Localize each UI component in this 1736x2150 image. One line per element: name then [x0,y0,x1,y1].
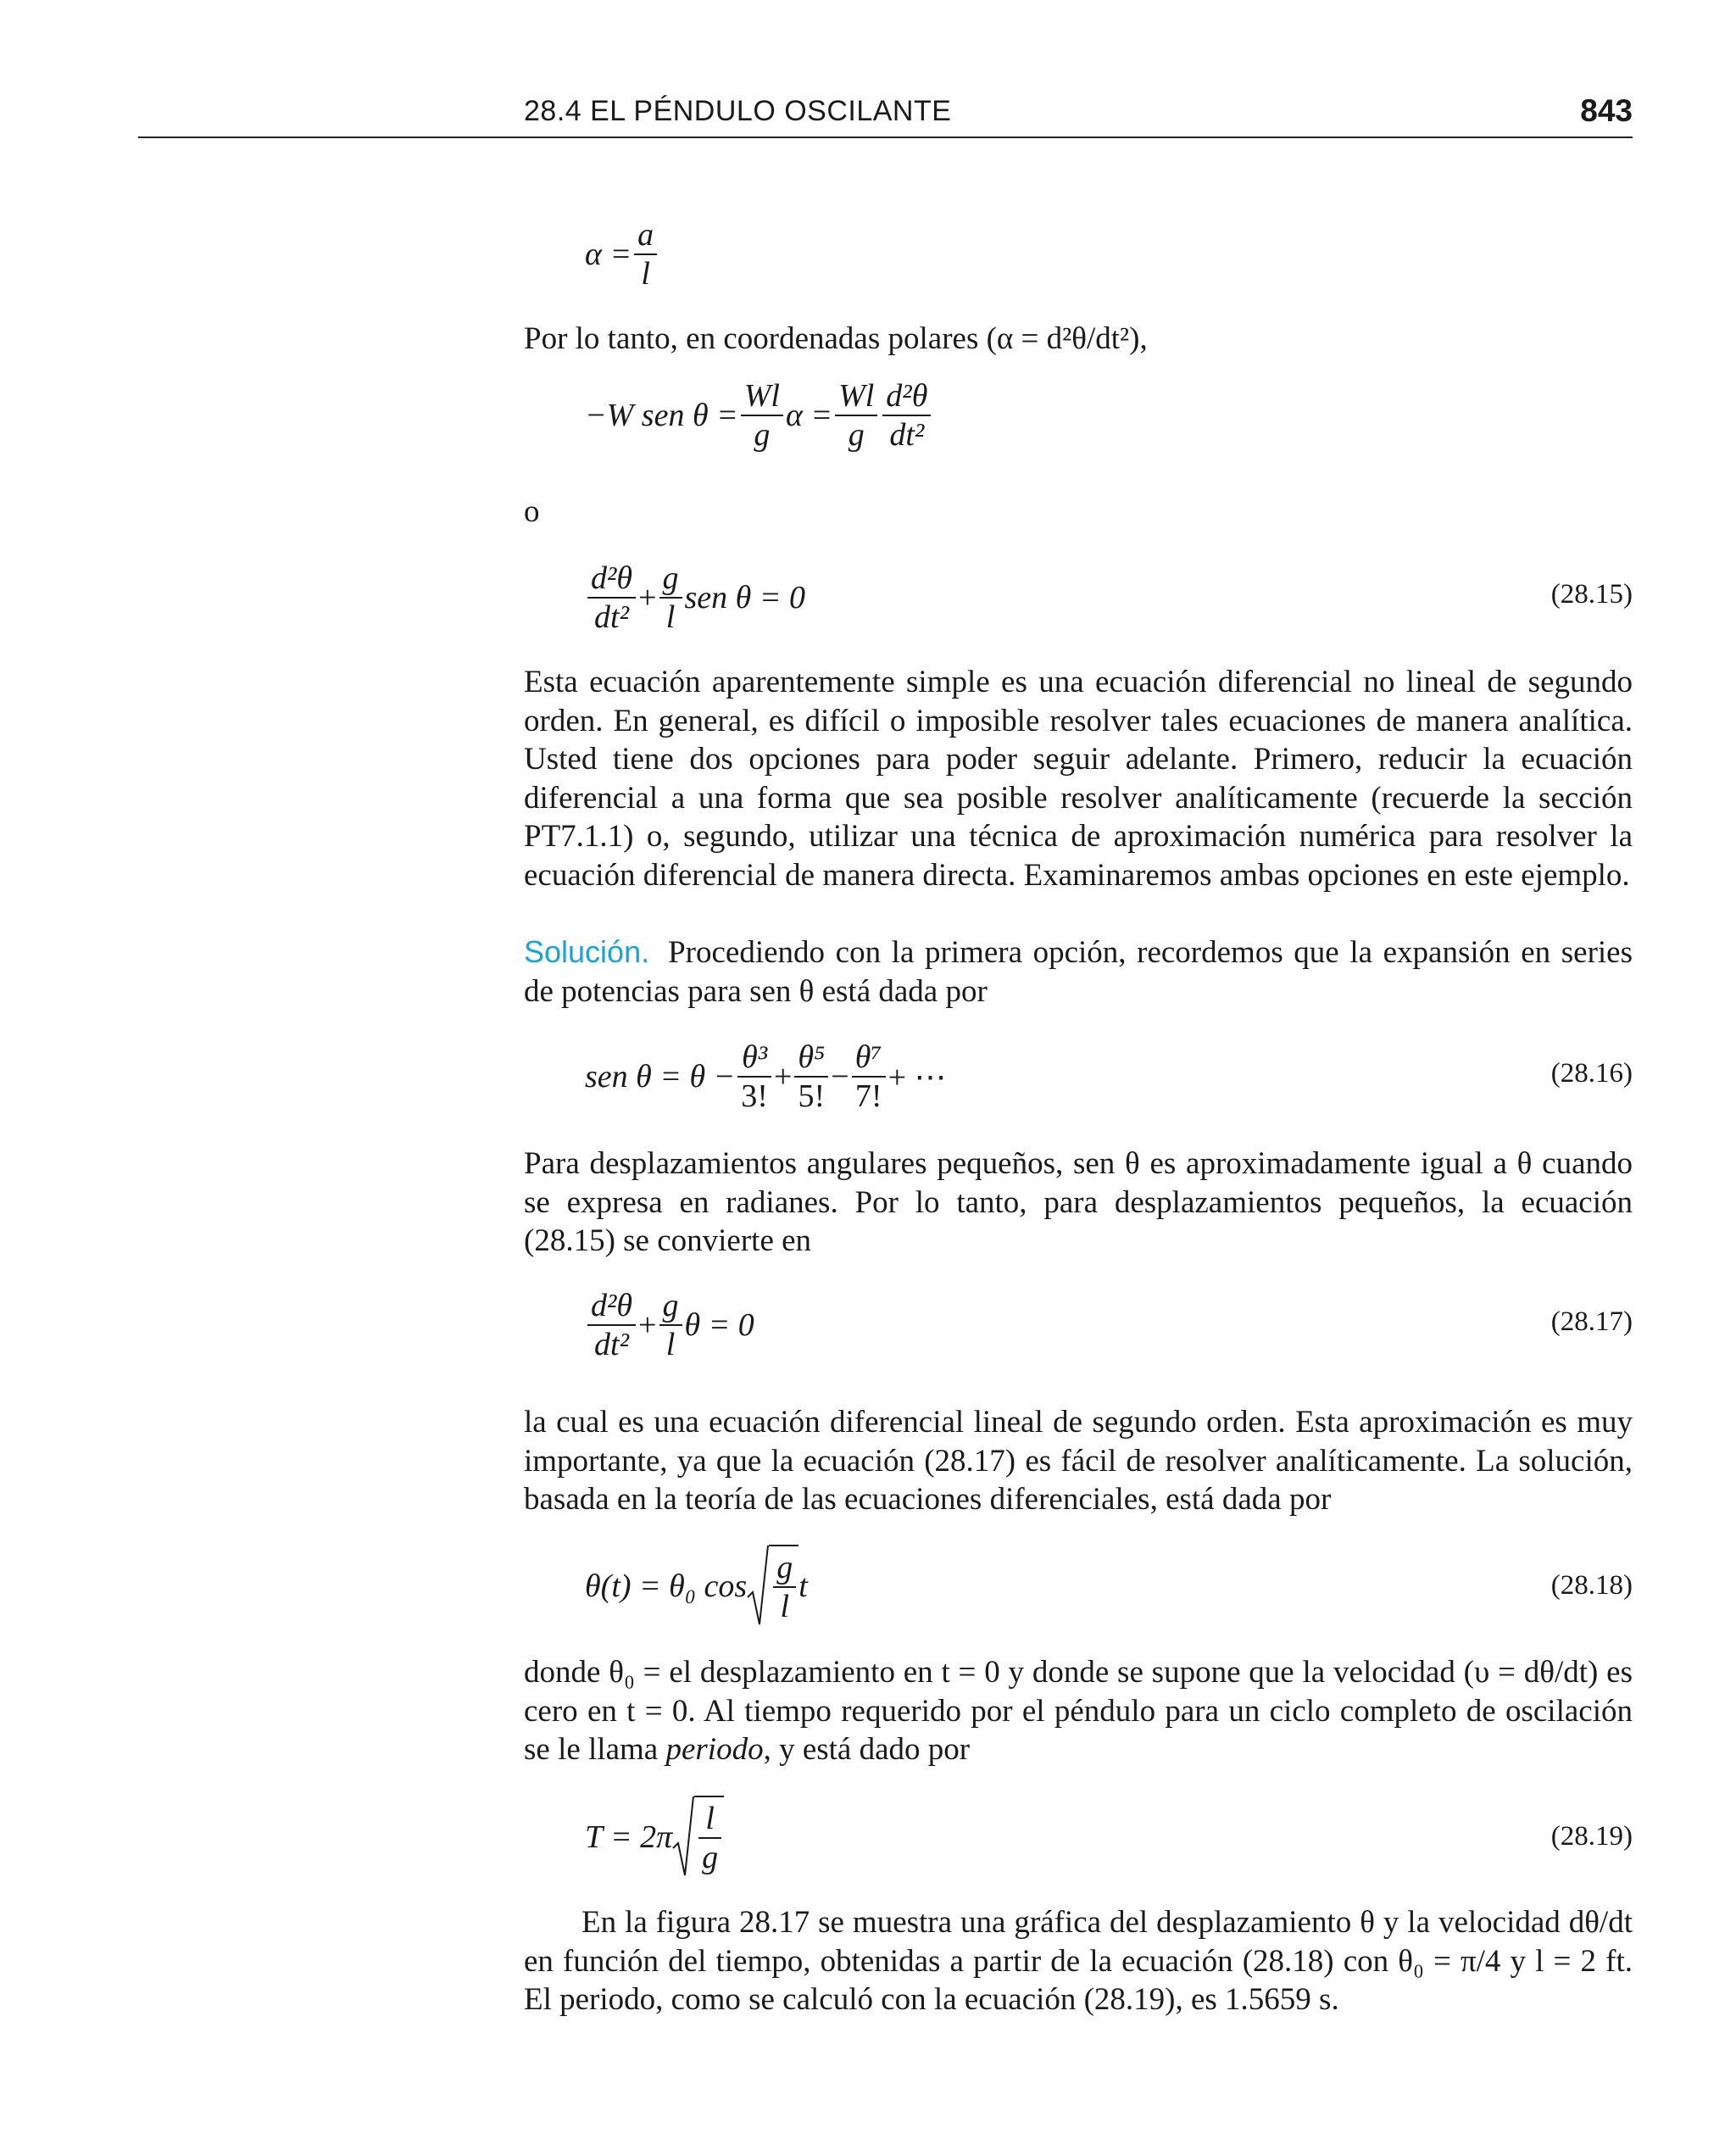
running-header [524,95,1633,139]
numerator: l [698,1800,721,1839]
equation-28-19 [585,1796,724,1879]
numerator: d²θ [587,1287,636,1326]
denominator: 5! [798,1078,826,1114]
paragraph-solution [524,933,1633,1011]
denominator: g [754,417,771,453]
denominator: g [702,1840,719,1875]
square-root [747,1545,798,1628]
denominator: dt² [594,599,629,635]
term-periodo: periodo [665,1732,764,1767]
denominator: g [848,417,865,453]
equation-force [585,377,933,454]
denominator: dt² [889,417,925,453]
equation-28-16 [585,1039,947,1115]
paragraph-text: Para desplazamientos angulares pequeños, sen θ es aproximadamente igual a θ cuando se expresa en radianes. Por lo tanto, para desplazamientos pequeños, la ecuación (28.15) se convierte en [524,1146,1633,1258]
fraction [587,1287,636,1363]
solution-label: Solución. [524,934,650,969]
numerator: g [659,560,682,599]
eq-28-17-rest: θ = 0 [684,1307,754,1343]
fraction [698,1800,721,1876]
paragraph-polar [524,320,1633,359]
paragraph-nonlinear [524,663,1633,894]
solution-text: Procediendo con la primera opción, recordemos que la expansión en series de potencias para sen θ está dada por [524,935,1633,1009]
paragraph-linear [524,1403,1633,1519]
paragraph-text: donde θ₀ = el desplazamiento en t = 0 y donde se supone que la velocidad (υ = dθ/dt) es cero en t = 0. Al tiempo requerido por el péndulo para un ciclo completo de oscilación se le llama [524,1655,1633,1767]
fraction [634,216,657,292]
fraction [882,377,931,454]
section-title: 28.4 EL PÉNDULO OSCILANTE [524,95,952,127]
eq-28-15-rest: sen θ = 0 [684,580,805,615]
denominator: l [641,256,650,292]
eq-28-19-lhs: T = 2π [585,1819,673,1855]
fraction [835,377,877,454]
radical-sign-icon [747,1545,769,1628]
operator: − [831,1059,849,1094]
denominator: dt² [594,1327,629,1362]
operator: + [773,1059,793,1094]
eq-28-18-lhs: θ(t) = θ₀ cos [585,1568,748,1604]
denominator: 7! [854,1078,882,1114]
paragraph-text: la cual es una ecuación diferencial lineal de segundo orden. Esta aproximación es muy importante, ya que la ecuación (28.17) es fácil de resolver analíticamente. La solución, basada en la teoría de las ecuaciones diferenciales, está dada por [524,1405,1633,1517]
header-rule [138,136,1633,138]
fraction [587,560,636,636]
numerator: Wl [835,377,877,416]
eq-alpha-lhs: α = [585,237,632,272]
plus-sign: + [638,580,657,615]
square-root [672,1796,724,1879]
eq-force-lhs: −W sen θ = [585,398,738,433]
equation-number-28-16: (28.16) [1550,1058,1633,1089]
numerator: g [773,1549,796,1588]
numerator: a [634,216,657,255]
numerator: θ⁷ [852,1039,886,1078]
denominator: l [665,1327,676,1362]
equation-number-28-19: (28.19) [1550,1821,1633,1852]
numerator: d²θ [587,560,636,599]
fraction [737,1039,771,1115]
fraction [794,1039,828,1115]
paragraph-text: Esta ecuación aparentemente simple es una ecuación diferencial no lineal de segundo orden. En general, es difícil o imposible resolver tales ecuaciones de manera analítica. Usted tiene dos opciones para poder seguir adelante. Primero, reducir la ecuación diferencial a una forma que sea posible resolver analíticamente (recuerde la sección PT7.1.1) o, segundo, utilizar una técnica de aproximación numérica para resolver la ecuación diferencial de manera directa. Examinaremos ambas opciones en este ejemplo. [524,665,1633,893]
numerator: θ⁵ [794,1039,828,1078]
conjunction-o: o [524,494,540,529]
numerator: d²θ [882,377,931,416]
equation-number-28-17: (28.17) [1550,1306,1633,1337]
fraction [659,1287,682,1363]
eq-28-16-lhs: sen θ = θ − [585,1059,736,1094]
denominator: 3! [741,1078,768,1114]
eq-force-mid: α = [785,398,833,433]
radical-sign-icon [672,1796,694,1879]
plus-sign: + [638,1307,657,1343]
fraction [741,377,783,454]
paragraph-where [524,1653,1633,1769]
numerator: θ³ [737,1039,771,1078]
eq-28-16-tail: + ⋯ [887,1059,947,1095]
fraction [659,560,682,636]
equation-28-18 [585,1545,808,1628]
equation-number-28-18: (28.18) [1550,1570,1633,1601]
denominator: l [780,1589,789,1624]
page-number: 843 [1580,93,1633,128]
paragraph-text: , y está dado por [763,1732,971,1767]
numerator: g [659,1287,682,1326]
equation-28-17 [585,1287,754,1363]
equation-number-28-15: (28.15) [1550,579,1633,610]
fraction [852,1039,886,1115]
numerator: Wl [741,377,783,416]
paragraph-figure [524,1903,1633,2019]
fraction [773,1549,796,1625]
equation-28-15 [585,560,805,636]
equation-alpha [585,216,659,292]
eq-28-18-tail: t [798,1568,808,1604]
denominator: l [665,599,676,635]
paragraph-small-displacements [524,1145,1633,1261]
paragraph-text: En la figura 28.17 se muestra una gráfica del desplazamiento θ y la velocidad dθ/dt en función del tiempo, obtenidas a partir de la ecuación (28.18) con θ₀ = π/4 y l = 2 ft. El periodo, como se calculó con la ecuación (28.19), es 1.5659 s. [524,1905,1633,2017]
paragraph-text: Por lo tanto, en coordenadas polares (α = d²θ/dt²), [524,321,1148,356]
